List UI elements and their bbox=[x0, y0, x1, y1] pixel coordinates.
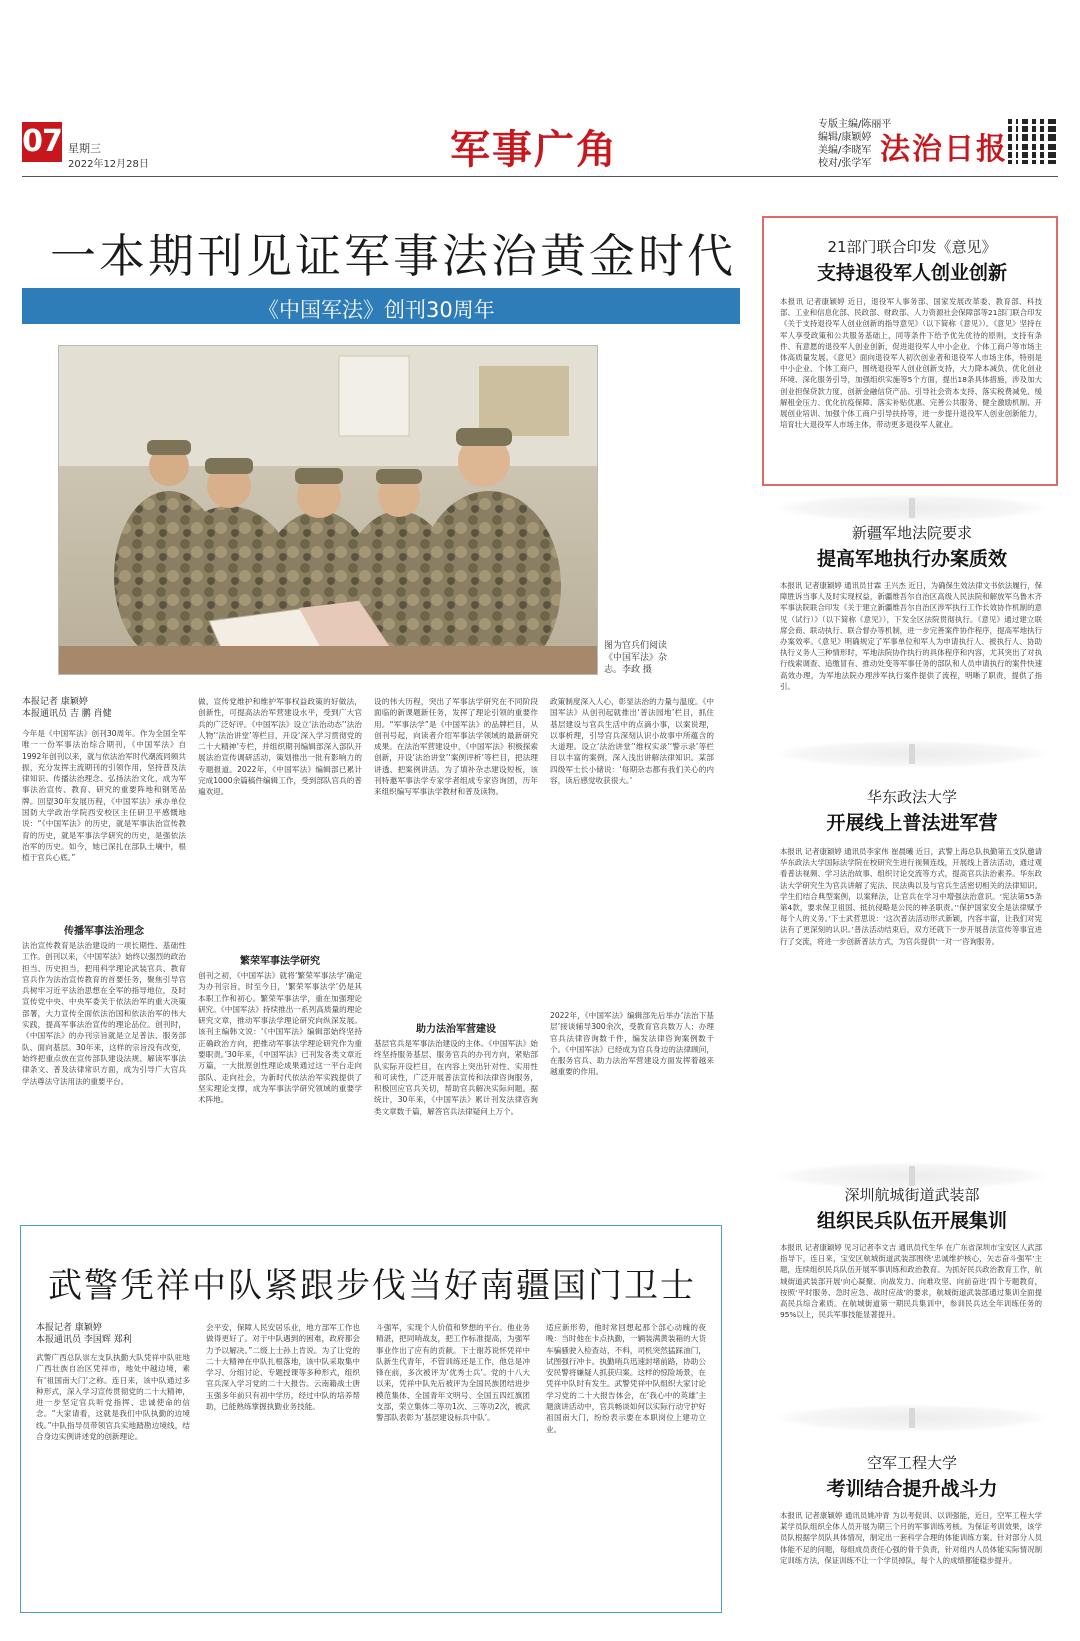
wujing-article-title: 武警凭祥中队紧跟步伐当好南疆国门卫士 bbox=[48, 1266, 696, 1306]
subhead-propaganda: 传播军事法治理念 bbox=[64, 926, 144, 937]
photo-caption: 图为官兵们阅读《中国军法》杂志。李政 摄 bbox=[604, 641, 668, 675]
editor-line: 美编/李晓军 bbox=[818, 145, 872, 156]
main-byline bbox=[22, 696, 192, 720]
article1-kicker: 21部门联合印发《意见》 bbox=[827, 238, 997, 256]
article4-kicker: 深圳航城街道武装部 bbox=[844, 1186, 980, 1204]
photo-illustration bbox=[59, 346, 598, 675]
wujing-column-4: 适应新形势，他时常回想起那个部心动魄的夜晚：当时他在卡点执勤，一辆装满黄装箱的大货车骗骚驶入检查站，不料，司机突然猛踩油门，试图强行冲卡。执勤哨兵迅速封堵前路，协助公安民警将嫌疑人抓获归案。这样的惊险场景，在凭祥中队时有发生。武警凭祥中队组织大家讨论学习党的二十大报告体会，在‘我心中的英雄’主题演讲活动中，官兵畅谈如何以实际行动守护好祖国南大门，纷纷表示要在本职岗位上建功立业。 bbox=[546, 1323, 706, 1434]
article2-body: 本报讯 记者康颖婷 通讯员甘霖 王兴杰 近日，为确保生效法律文书依法履行，保障胜诉当事人及时实现权益，新疆维吾尔自治区高级人民法院和解放军乌鲁木齐军事法院联合印发《关于建立新疆维吾尔自治区涉军执行工作长效协作机制的意见（试行）》（以下简称《意见》），下发全区法院贯彻执行。《意见》通过建立联席会商、联动执行、联合督办等机制，进一步完善案件协作程序，提高军地执行办案效率。《意见》明确规定了军事单位和军人为申请执行人、被执行人、协助执行义务人三种情形时，军地法院协作执行的具体程序和内容，尤其突出了对执行线索调查、追缴冒有、推动处变等军事任务的部队和人员申请执行的案件快速高效办理，为军地法院办理涉军执行案件提供了流程，明晰了职责，提供了指引。 bbox=[780, 581, 1042, 691]
main-article-subtitle: 《中国军法》创刊30周年 bbox=[258, 298, 495, 322]
main-column-2b: 创刊之初，《中国军法》就将‘繁荣军事法学’确定为办刊宗旨，时至今日，‘繁荣军事法学’仍是其本职工作和初心。繁荣军事法学，重在加强理论研究。《中国军法》持续推出一系列高质量的理论研究文章，推动军事法学理论研究向纵深发展。该刊主编韩文说：‘《中国军法》编辑部始终坚持正确政治方向，把推动军事法学理论研究作为重要职责。’30年来，《中国军法》已刊发各类文章近万篇，一大批原创性理论成果通过这一平台走向部队、走向社会，为新时代依法治军实践提供了坚实理论支撑，成为军事法学研究领域的重要学术阵地。 bbox=[198, 971, 362, 1105]
main-column-4: 政策制度深入人心，彰显法治的力量与温度。《中国军法》从创刊起就推出‘普法园地’栏目，抓住基层建设与官兵生活中的点滴小事，以案说理，以事析理，引导官兵深刻认识小故事中所蕴含的大道理。设立‘法治讲堂’‘维权实录’‘警示录’等栏目以丰富的案例，深入浅出讲解法律知识。某部四级军士长小储说：‘每期杂志都有我们关心的内容，读后感觉收获很大。’ bbox=[550, 697, 714, 786]
article3-headline: 开展线上普法进军营 bbox=[826, 812, 998, 834]
article5-body: 本报讯 记者康颖婷 通讯员姚冲青 为以考促训、以训强能，近日，空军工程大学某学员队组织全体人员开展为期三个月的军事训练考核。为保证考训效果，该学员队根据学员队具体情况，制定出一套科学合理的体能训练方案。针对部分人员体能不足的问题，每组成员责任心强的骨干负责，针对组内人员体能实际情况制定训练方法，保证训练不让一个学员掉队，每个人的成绩都能稳步提升。 bbox=[780, 1511, 1042, 1565]
editor-line: 编辑/康颖婷 bbox=[818, 132, 872, 143]
article4-headline: 组织民兵队伍开展集训 bbox=[816, 1210, 1007, 1232]
article2-kicker: 新疆军地法院要求 bbox=[851, 524, 972, 542]
article3-body: 本报讯 记者康颖婷 通讯员李家伟 崔晨曦 近日，武警上海总队执勤第五支队邀请华东政法大学国际法学院在校研究生进行视频连线，开展线上普法活动，通过观看普法视频、学习法治故事、组织讨论交流等方式，提高官兵法治素养。华东政法大学研究生为官兵讲解了宪法、民法典以及与官兵生活密切相关的法律知识。学生们结合典型案例，以案释法，让官兵在学习中增强法治意识。‘宪法第55条第4款，要求保卫祖国、抵抗侵略是公民的神圣职责。’‘保护国家安全是法律赋予每个人的义务。’下士武哲思说：‘这次普法活动形式新颖，内容丰富，让我们对宪法有了更深刻的认识。’普法活动结束后，双方还就下一步开展普法宣传等事宜进行了交流，将进一步创新普法方式，为官兵提供‘一对一’咨询服务。 bbox=[780, 847, 1042, 946]
byline-reporter: 本报记者 康颖婷 bbox=[36, 1323, 102, 1333]
main-column-4b: 2022年，《中国军法》编辑部先后举办‘法治下基层’接谈辅导300余次，受教育官兵数万人；办理官兵法律咨询数千件，编发法律咨询案例数千个。《中国军法》已经成为官兵身边的法律顾问，在服务官兵、助力法治军营建设方面发挥着越来越重要的作用。 bbox=[550, 1011, 714, 1077]
main-article-title: 一本期刊见证军事法治黄金时代 bbox=[50, 229, 736, 283]
subhead-camp: 助力法治军营建设 bbox=[416, 1024, 496, 1035]
section-title: 军事广角 bbox=[450, 126, 618, 173]
editor-line: 专版主编/陈丽平 bbox=[818, 119, 892, 130]
article5-kicker: 空军工程大学 bbox=[866, 1454, 957, 1472]
byline-correspondent: 本报通讯员 李国辉 郑利 bbox=[36, 1335, 132, 1345]
wujing-column-1: 武警广西总队崇左支队执勤大队凭祥中队驻地广西壮族自治区凭祥市，地处中越边境，素有‘祖国南大门’之称。连日来，该中队通过多种形式，深入学习宣传贯彻党的二十大精神，进一步坚定官兵听党指挥、忠诚使命的信念。“大家请看，这就是我们中队执勤的边境线。”中队指导员带领官兵实地踏勘边境线，结合身边实例讲述党的创新理论。 bbox=[36, 1353, 190, 1442]
issue-date: 2022年12月28日 bbox=[68, 159, 149, 170]
article-separator bbox=[772, 494, 1052, 522]
main-column-1b: 法治宣传教育是法治建设的一项长期性、基础性工作。创刊以来，《中国军法》始终以强烈的政治担当、历史担当，把用科学理论武装官兵、教育官兵作为法治宣传教育的首要任务，聚焦引导官兵树牢习近平法治思想在全军的指导地位，及时宣传党中央、中央军委关于依法治军的重大决策部署，大力宣传全面依法治国和依法治军的伟大实践，提高军事法治宣传的理论品位。创刊时，《中国军法》的办刊宗旨就是立足普法、服务部队、面向基层。30年来，这样的宗旨没有改变，始终把重点放在宣传部队建设法规、解读军事法律条文、普及法律常识方面，成为引导广大官兵学法尊法守法用法的重要平台。 bbox=[22, 941, 186, 1086]
main-column-1: 今年是《中国军法》创刊30周年。作为全国全军唯一一份军事法治综合期刊，《中国军法》自1992年创刊以来，就与依法治军时代潮流同频共振，充分发挥主流期刊的引领作用，坚持普及法律知识、传播法治理念、弘扬法治文化，成为军事法治宣传、教育、研究的重要阵地和钢笔品牌。回望30年发展历程，《中国军法》承办单位国防大学政治学院西安校区主任研卫平感慨地说：“《中国军法》的历史，就是军事法治宣传教育的历史，就是军事法学研究的历史，是强依法治军的历史。如今，她已深扎在部队土壤中，根植于官兵心底。” bbox=[22, 729, 186, 863]
wujing-column-2: 会平安，保障人民安居乐业，地方部军工作也做得更好了。对于中队遇到的困难，政府都会力予以解决。”二级上士孙上肯说。为了让党的二十大精神在中队扎根落地，该中队采取集中学习、分组讨论、专题授课等多种形式，组织官兵深入学习党的二十大报告。云南籍战士唐玉强多年前只有初中学历，经过中队的培养帮助，已能熟练掌握执勤业务技能。 bbox=[206, 1323, 360, 1412]
soldiers-reading-photo bbox=[58, 345, 598, 675]
article4-body: 本报讯 记者康颖婷 见习记者李文吉 通讯员代生华 在广东省深圳市宝安区人武部指导下，连日来，宝安区航城街道武装部围绕‘忠诚维护核心，矢志奋斗强军’主题，连续组织民兵队伍开展军事训练和政治教育。为抓好民兵政治教育工作，航城街道武装部开展‘向心凝聚、向战发力、向难攻坚、向前奋进’四个专题教育，按照‘平时服务、急时应急、战时应战’的要求，航城街道武装部通过集训全面提高民兵综合素质。在航城街道第一期民兵集训中，参训民兵达全年训练任务的95%以上，民兵军事技能显著提升。 bbox=[780, 1243, 1042, 1320]
article2-headline: 提高军地执行办案质效 bbox=[816, 548, 1007, 570]
page-number: 07 bbox=[22, 122, 62, 162]
article5-headline: 考训结合提升战斗力 bbox=[826, 1478, 998, 1500]
main-column-3: 设的伟大历程，突出了军事法学研究在不同阶段面临的新课题新任务，发挥了理论引领的重要作用。“军事法学”是《中国军法》的品牌栏目，从创刊号起，向读者介绍军事法学领域的最新研究成果。在法治军营建设中，《中国军法》积极探索创新，开设‘法治讲堂’‘案例评析’等栏目，把法理讲透、把案例讲活。为了填补杂志建设短板，该刊特邀军事法学专家学者组成专家咨询团，历年来组织编写军事法学教材和普及读物。 bbox=[374, 697, 538, 797]
article1-body: 本报讯 记者康颖婷 近日，退役军人事务部、国家发展改革委、教育部、科技部、工业和信息化部、民政部、财政部、人力资源社会保障部等21部门联合印发《关于支持退役军人创业创新的指导意见》（以下简称《意见》）。《意见》坚持在军人享受政策和公共服务基础上，同等条件下给予优先优待的原则，支持有条件、有意愿的退役军人创业创新，促进退役军人中小企业、个体工商户等市场主体高质量发展。《意见》面向退役军人初次创业者和退役军人市场主体，特别是中小企业、个体工商户，围绕退役军人创业创新支持，大力降本减负、优化创业环境、深化服务引导，加强组织实施等5个方面，提出18条具体措施，涉及加大创业担保贷款力度、创新金融信贷产品、引导社会资本支持、落实税费减免、缓解租金压力、优化抗疫保障、落实补贴优惠、完善公共服务、健全激励机制、开展创业培训、加强个体工商户引导扶持等，进一步提升退役军人创业创新能力，培育壮大退役军人市场主体，带动更多退役军人就业。 bbox=[780, 297, 1042, 430]
qr-code-icon bbox=[1008, 119, 1056, 167]
wujing-byline bbox=[36, 1322, 196, 1346]
main-column-3b: 基层官兵是军事法治建设的主体。《中国军法》始终坚持服务基层、服务官兵的办刊方向，紧贴部队实际开设栏目，在内容上突出针对性、实用性和可读性，广泛开展普法宣传和法律咨询服务，积极回应官兵关切，帮助官兵解决实际问题。据统计，30年来，《中国军法》累计刊发法律咨询类文章数千篇，解答官兵法律疑问上万个。 bbox=[374, 1039, 538, 1116]
subhead-research: 繁荣军事法学研究 bbox=[240, 956, 320, 967]
byline-reporter: 本报记者 康颖婷 bbox=[22, 697, 88, 707]
newspaper-logo: 法治日报 bbox=[880, 132, 1008, 167]
wujing-column-3: 斗强军，实现个人价值和梦想的平台。他业务精湛，把同哨战友，把工作标准提高，为强军事业作出了应有的贡献。下士谢苏说怀凭祥中队新生代青年，不管训练还是工作，他总是冲锋在前，多次被评为‘优秀士兵’。党的十八大以来，凭祥中队先后被评为全国民族团结进步模范集体、全国青年文明号、全国五四红旗团支部，荣立集体二等功1次、三等功2次，被武警部队表彰为‘基层建设标兵中队’。 bbox=[376, 1323, 530, 1423]
weekday: 星期三 bbox=[68, 142, 101, 155]
article-separator bbox=[772, 740, 1052, 768]
byline-correspondent: 本报通讯员 吉 鹏 肖健 bbox=[22, 709, 112, 719]
article1-headline: 支持退役军人创业创新 bbox=[816, 262, 1007, 284]
editor-line: 校对/张学军 bbox=[818, 158, 872, 169]
header-divider bbox=[22, 176, 1058, 177]
article3-kicker: 华东政法大学 bbox=[866, 788, 957, 806]
article-separator bbox=[772, 1404, 1052, 1432]
main-column-2: 做，宣传党维护和维护军事权益政策的好做法，创新性，可提高法治军营建设水平，受到广大官兵的广泛好评。《中国军法》设立‘法治动态’‘法治人物’‘法治讲堂’等栏目，开设‘深入学习贯彻党的二十大精神’专栏，并组织期刊编辑部深入部队开展法治宣传调研活动，策划推出一批有影响力的专题报道。2022年，《中国军法》编辑部已累计完成1000余篇稿件编辑工作，受到部队官兵的普遍欢迎。 bbox=[198, 697, 362, 797]
